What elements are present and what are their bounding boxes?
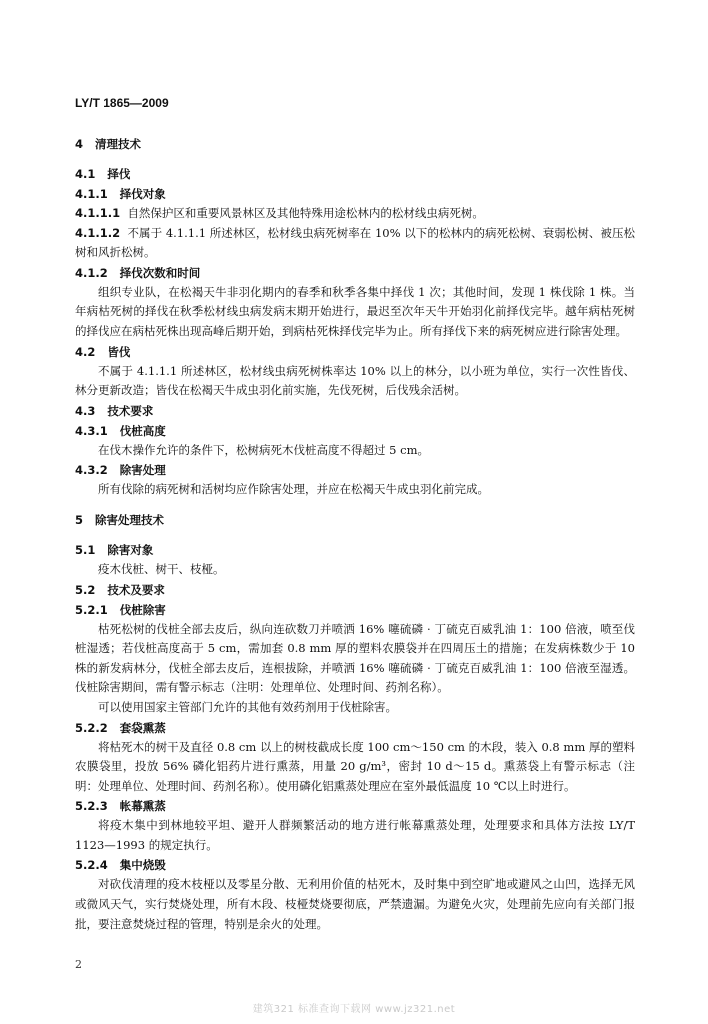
heading-text: 帐幕熏蒸	[119, 799, 166, 814]
paragraph-5-2-4: 对砍伐清理的疫木枝桠以及零星分散、无利用价值的枯死木，及时集中到空旷地或避风之山凹，选择无风或微风天气，实行焚烧处理，所有木段、枝桠焚烧要彻底，严禁遗漏。为避免火灾，处理前先应向有关部门报批，要注意焚烧过程的管理，特别是余火的处理。	[75, 877, 635, 931]
heading-number: 4.1.1	[75, 187, 108, 201]
heading-number: 4.1.2	[75, 265, 108, 280]
paragraph-4-3-1: 在伐木操作允许的条件下，松树病死木伐桩高度不得超过 5 cm。	[98, 442, 429, 457]
paragraph-5-1: 疫木伐桩、树干、枝桠。	[98, 561, 225, 576]
heading-4-1-2	[75, 263, 635, 283]
heading-4-2	[75, 342, 635, 362]
paragraph-4-2: 不属于 4.1.1.1 所述林区，松材线虫病死树株率达 10% 以上的林分，以小班为单位，实行一次性皆伐、林分更新改造；皆伐在松褐天牛成虫羽化前实施，先伐死树，后伐残余活树。	[75, 363, 635, 398]
document-body	[75, 134, 635, 934]
clause-text: 不属于 4.1.1.1 所述林区，松材线虫病死树率在 10% 以下的松林内的病死松树、衰弱松树、被压松树和风折松树。	[75, 225, 635, 260]
heading-number: 5.2.1	[75, 602, 108, 617]
heading-number: 5.2.4	[75, 858, 108, 873]
heading-text: 清理技术	[95, 137, 142, 151]
clause-number: 4.1.1.1	[75, 206, 121, 220]
clause-text: 自然保护区和重要风景林区及其他特殊用途松林内的松材线虫病死树。	[127, 206, 484, 220]
heading-text: 择伐对象	[119, 187, 166, 201]
heading-number: 5.2.2	[75, 720, 108, 735]
heading-5	[75, 510, 635, 530]
heading-number: 4.3.1	[75, 423, 108, 438]
paragraph-4-3-2: 所有伐除的病死树和活树均应作除害处理，并应在松褐天牛成虫羽化前完成。	[98, 482, 489, 497]
paragraph-5-2-2: 将枯死木的树干及直径 0.8 cm 以上的树枝截成长度 100 cm～150 cm 的木段，装入 0.8 mm 厚的塑料农膜袋里，投放 56% 磷化铝药片进行熏蒸，用量 20 g/m³，密封 10 d～15 d。熏蒸袋上有警示标志（注明：处理单位、处理时间、药剂名称）。使用磷化铝熏蒸处理应在室外最低温度 10 ℃以上时进行。	[75, 739, 635, 793]
heading-number: 5	[75, 512, 84, 527]
heading-number: 4.3.2	[75, 463, 108, 478]
heading-text: 伐桩高度	[119, 423, 166, 438]
clause-number: 4.1.1.2	[75, 225, 121, 240]
heading-4-3-2	[75, 460, 635, 480]
paragraph-4-1-2: 组织专业队，在松褐天牛非羽化期内的春季和秋季各集中择伐 1 次；其他时间，发现 1 株伐除 1 株。当年病枯死树的择伐在秋季松材线虫病发病末期开始进行，最迟至次年天牛开始羽化前择伐完毕。越年病枯死树的择伐应在病枯死株出现高峰后期开始，到病枯死株择伐完毕为止。所有择伐下来的病死树应进行除害处理。	[75, 284, 635, 338]
heading-5-1	[75, 540, 635, 560]
heading-number: 5.2	[75, 582, 96, 597]
clause-4-1-1-2	[75, 224, 635, 263]
paragraph-5-2-3: 将疫木集中到林地较平坦、避开人群频繁活动的地方进行帐幕熏蒸处理，处理要求和具体方法按 LY/T 1123—1993 的规定执行。	[75, 818, 635, 852]
heading-number: 4.2	[75, 344, 96, 359]
watermark-footer: 建筑321 标准查询下载网 www.jz321.net	[252, 1004, 456, 1015]
heading-text: 皆伐	[107, 344, 131, 359]
heading-4-3-1	[75, 421, 635, 441]
document-code: LY/T 1865—2009	[75, 96, 169, 110]
clause-4-1-1-1	[75, 204, 635, 224]
heading-5-2-3	[75, 796, 635, 816]
heading-4-1-1	[75, 184, 635, 204]
heading-text: 除害处理	[119, 463, 166, 478]
heading-5-2-1	[75, 600, 635, 620]
heading-number: 4	[75, 137, 84, 151]
page-number: 2	[75, 958, 82, 971]
heading-4-1	[75, 164, 635, 184]
heading-text: 伐桩除害	[119, 602, 166, 617]
heading-text: 技术要求	[107, 403, 154, 418]
heading-number: 5.1	[75, 542, 96, 557]
heading-text: 集中烧毁	[119, 858, 166, 873]
heading-5-2-2	[75, 718, 635, 738]
heading-5-2-4	[75, 855, 635, 875]
heading-number: 4.3	[75, 403, 96, 418]
heading-number: 4.1	[75, 167, 96, 181]
heading-4-3	[75, 401, 635, 421]
heading-text: 择伐	[107, 167, 131, 181]
heading-text: 套袋熏蒸	[119, 720, 166, 735]
heading-number: 5.2.3	[75, 799, 108, 814]
heading-text: 除害处理技术	[95, 512, 165, 527]
heading-text: 除害对象	[107, 542, 154, 557]
paragraph-5-2-1-b: 可以使用国家主管部门允许的其他有效药剂用于伐桩除害。	[98, 699, 397, 714]
paragraph-5-2-1-a: 枯死松树的伐桩全部去皮后，纵向连砍数刀并喷洒 16% 噻硫磷 · 丁硫克百威乳油 1：100 倍液，喷至伐桩湿透；若伐桩高度高于 5 cm，需加套 0.8 mm 厚的塑料农膜袋并在四周压土的措施；在发病株数少于 10 株的新发病林分，伐桩全部去皮后，连根拔除，并喷洒 16% 噻硫磷 · 丁硫克百威乳油 1：100 倍液至湿透。伐桩除害期间，需有警示标志（注明：处理单位、处理时间、药剂名称）。	[75, 621, 635, 695]
heading-text: 择伐次数和时间	[119, 265, 201, 280]
heading-5-2	[75, 580, 635, 600]
heading-4	[75, 134, 635, 154]
heading-text: 技术及要求	[107, 582, 165, 597]
